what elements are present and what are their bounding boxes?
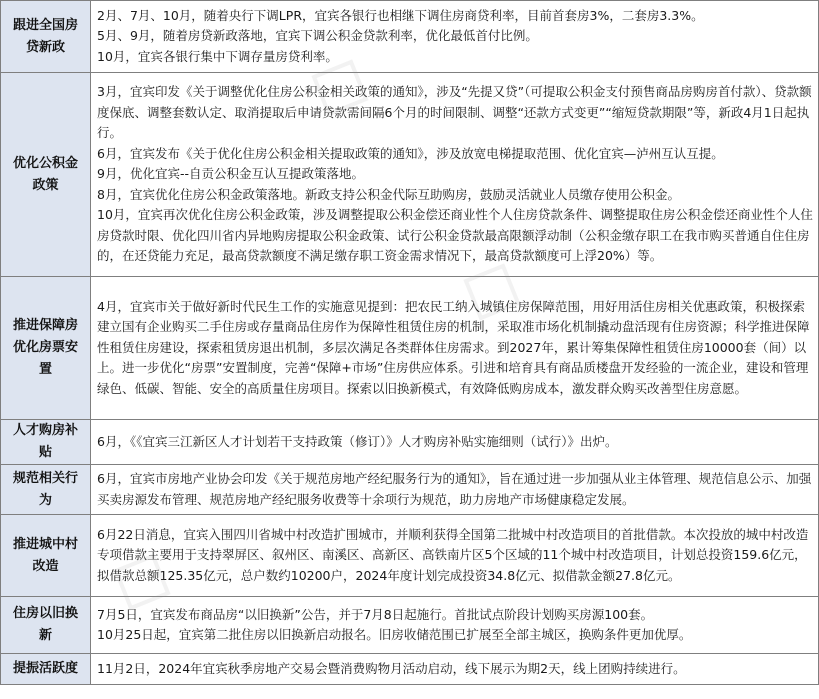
category-label: 人才购房补贴 bbox=[12, 423, 78, 460]
category-cell bbox=[1, 597, 91, 654]
content-cell bbox=[91, 1, 819, 73]
category-cell bbox=[1, 1, 91, 73]
table-row bbox=[1, 73, 819, 277]
category-cell bbox=[1, 420, 91, 465]
category-label: 规范相关行为 bbox=[12, 470, 78, 508]
table-row bbox=[1, 277, 819, 420]
content-line: 9月，优化宜宾--自贡公积金互认互提政策落地。 bbox=[97, 166, 364, 182]
table-row bbox=[1, 465, 819, 515]
category-cell bbox=[1, 277, 91, 420]
category-label: 住房以旧换新 bbox=[12, 606, 78, 643]
table-row bbox=[1, 420, 819, 465]
category-cell bbox=[1, 73, 91, 277]
content-cell bbox=[91, 597, 819, 654]
category-label: 推进保障房优化房票安置 bbox=[12, 318, 78, 377]
content-line: 6月，《《宜宾三江新区人才计划若干支持政策（修订）》人才购房补贴实施细则（试行）》出炉。 bbox=[97, 433, 618, 449]
table-row bbox=[1, 654, 819, 685]
content-cell bbox=[91, 277, 819, 420]
content-line: 6月，宜宾发布《关于优化住房公积金相关提取政策的通知》，涉及放宽电梯提取范围、优化宜宾—泸州互认互提。 bbox=[97, 145, 724, 161]
table-row bbox=[1, 1, 819, 73]
category-label: 优化公积金政策 bbox=[12, 155, 78, 193]
content-line: 6月22日消息，宜宾入围四川省城中村改造扩围城市，并顺利获得全国第二批城中村改造项目的首批借款。本次投放的城中村改造专项借款主要用于支持翠屏区、叙州区、南溪区、高新区、高铁南片区5个区域的11个城中村改造项目，计划总投资159.6亿元，拟借款总额125.35亿元，总户数约10200户，2024年度计划完成投资34.8亿元、拟借款金额27.8亿元。 bbox=[97, 526, 809, 583]
table-row bbox=[1, 515, 819, 597]
content-line: 10月25日起，宜宾第二批住房以旧换新启动报名。旧房收储范围已扩展至全部主城区，换购条件更加优厚。 bbox=[97, 627, 692, 642]
content-line: 5月、9月，随着房贷新政落地，宜宾下调公积金贷款利率，优化最低首付比例。 bbox=[97, 28, 538, 44]
content-line: 6月，宜宾市房地产业协会印发《关于规范房地产经纪服务行为的通知》，旨在通过进一步加强从业主体管理、规范信息公示、加强买卖房源发布管理、规范房地产经纪服务收费等十余项行为规范，助力房地产市场健康稳定发展。 bbox=[97, 471, 812, 507]
category-label: 提振活跃度 bbox=[12, 661, 78, 676]
content-line: 3月，宜宾印发《关于调整优化住房公积金相关政策的通知》，涉及“先提又贷”（可提取公积金支付预售商品房购房首付款）、贷款额度保底、调整套数认定、取消提取后申请贷款需间隔6个月的时间限制、调整“还款方式变更”“缩短贷款期限”等，新政4月1日起执行。 bbox=[97, 84, 812, 141]
category-label: 推进城中村改造 bbox=[12, 536, 78, 574]
content-cell bbox=[91, 515, 819, 597]
content-cell bbox=[91, 654, 819, 685]
category-cell bbox=[1, 515, 91, 597]
content-line: 7月5日，宜宾发布商品房“以旧换新”公告，并于7月8日起施行。首批试点阶段计划购买房源100套。 bbox=[97, 606, 654, 622]
content-line: 10月，宜宾再次优化住房公积金政策，涉及调整提取公积金偿还商业性个人住房贷款条件、调整提取住房公积金偿还商业性个人住房贷款时限、优化四川省内异地购房提取公积金政策、试行公积金贷款最高限额浮动制（公积金缴存职工在我市购买普通自住住房的，在还贷能力充足，最高贷款额度不满足缴存职工资金需求情况下，最高贷款额度可上浮20%）等。 bbox=[97, 207, 813, 264]
content-cell bbox=[91, 73, 819, 277]
content-line: 8月，宜宾优化住房公积金政策落地。新政支持公积金代际互助购房，鼓励灵活就业人员缴存使用公积金。 bbox=[97, 186, 680, 202]
content-cell bbox=[91, 465, 819, 515]
content-line: 11月2日，2024年宜宾秋季房地产交易会暨消费购物月活动启动，线下展示为期2天，线上团购持续进行。 bbox=[97, 660, 686, 676]
content-line: 10月，宜宾各银行集中下调存量房贷利率。 bbox=[97, 48, 338, 64]
content-line: 4月，宜宾市关于做好新时代民生工作的实施意见提到：把农民工纳入城镇住房保障范围，用好用活住房相关优惠政策，积极探索建立国有企业购买二手住房或存量商品住房作为保障性租赁住房的机制，采取准市场化机制撬动盘活现有住房资源；科学推进保障性租赁住房建设，探索租赁房退出机制，多层次满足各类群体住房需求。到2027年，累计筹集保障性租赁住房10000套（间）以上。进一步优化“房票”安置制度，完善“保障+市场”住房供应体系。引进和培育具有商品质楼盘开发经验的一流企业，建设和管理绿色、低碳、智能、安全的高质量住房项目。探索以旧换新模式，有效降低购房成本，激发群众购买改善型住房意愿。 bbox=[97, 298, 810, 396]
category-cell bbox=[1, 654, 91, 685]
category-label: 跟进全国房贷新政 bbox=[12, 17, 78, 55]
table-row bbox=[1, 597, 819, 654]
content-cell bbox=[91, 420, 819, 465]
content-line: 2月、7月、10月，随着央行下调LPR，宜宾各银行也相继下调住房商贷利率，目前首套房3%，二套房3.3%。 bbox=[97, 7, 704, 23]
category-cell bbox=[1, 465, 91, 515]
